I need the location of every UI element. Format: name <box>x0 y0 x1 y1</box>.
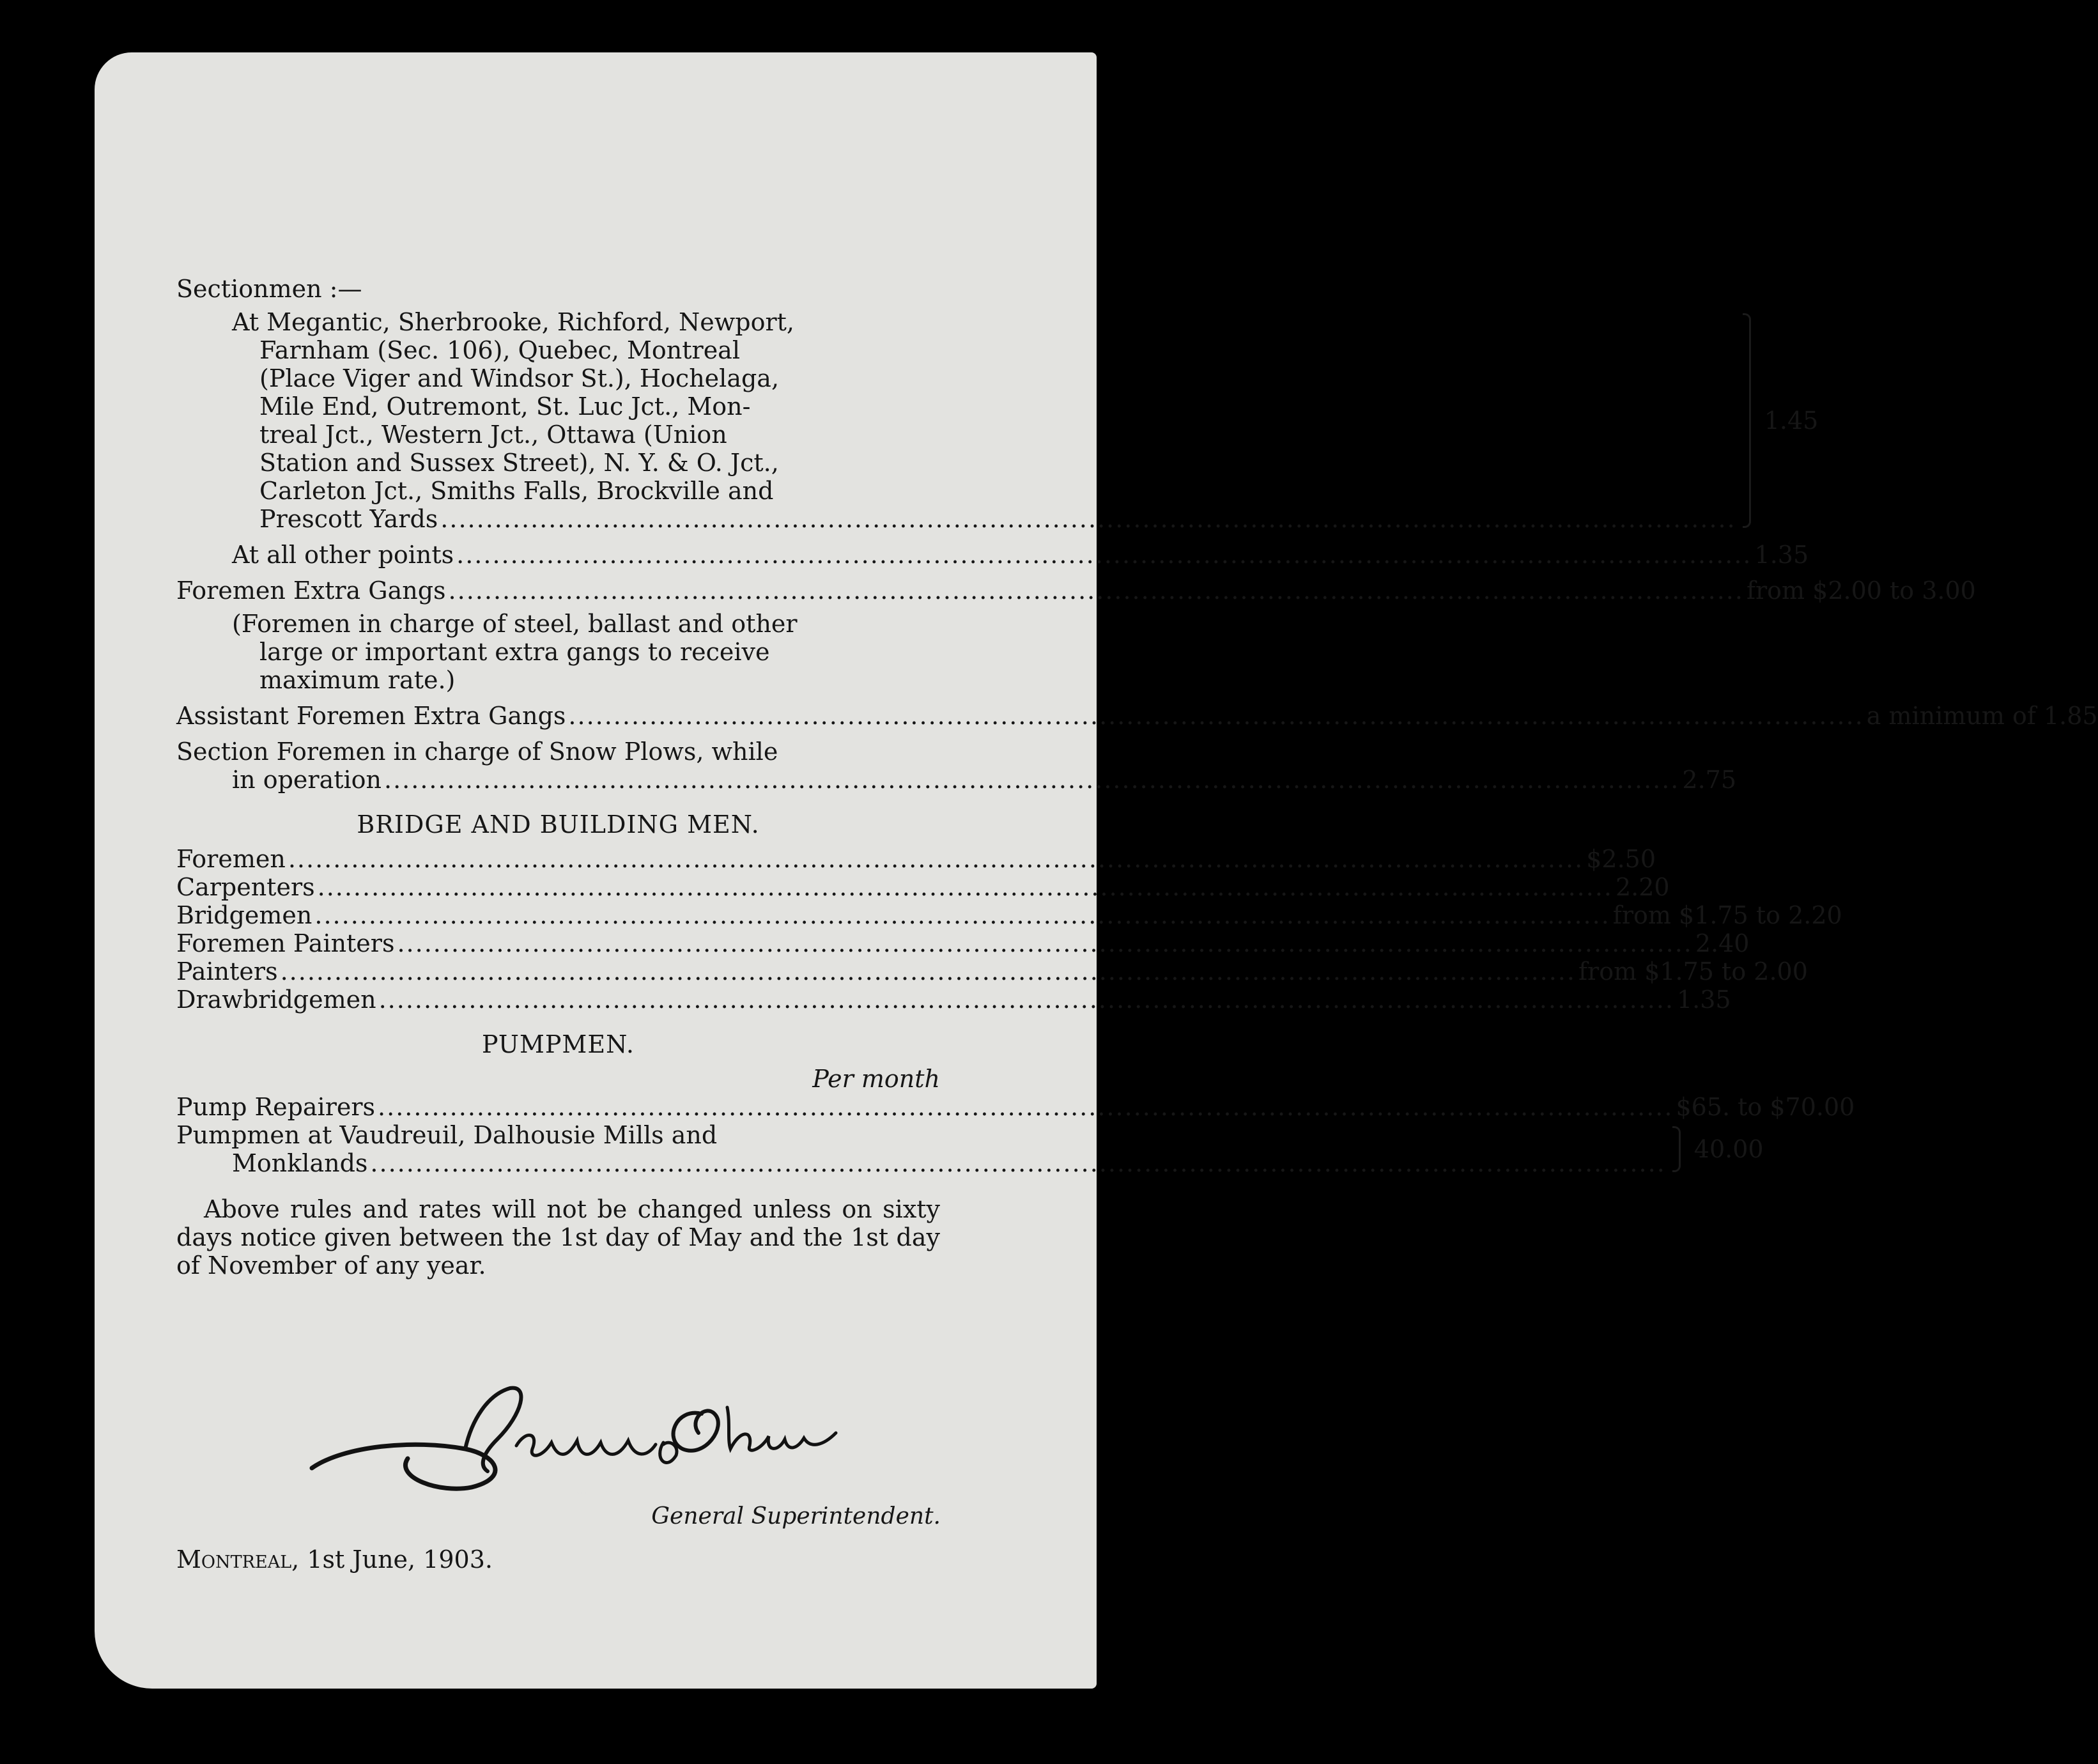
table-row <box>176 929 1750 957</box>
foremen-extra-rate: from $2.00 to 3.00 <box>1746 576 1976 605</box>
assistant-foremen-row <box>176 702 2098 730</box>
table-row <box>176 901 1842 929</box>
other-points-rate: 1.35 <box>1754 541 1809 569</box>
yards-last-line <box>232 505 1739 533</box>
date-text: 1st June, 1903. <box>307 1545 493 1574</box>
leader-dots <box>379 986 1674 1014</box>
row-rate: 1.35 <box>1676 986 1731 1014</box>
row-label: Drawbridgemen <box>176 986 376 1014</box>
snow-plows-rate: 2.75 <box>1682 766 1736 794</box>
sectionmen-yards-group <box>176 308 1819 533</box>
table-row <box>176 957 1808 986</box>
bridge-heading: BRIDGE AND BUILDING MEN. <box>357 810 760 839</box>
row-label: Foremen <box>176 845 286 873</box>
yards-line: Mile End, Outremont, St. Luc Jct., Mon- <box>259 392 751 421</box>
date-city: Montreal, <box>176 1545 300 1574</box>
yards-list <box>232 308 1739 533</box>
leader-dots <box>384 766 1679 794</box>
row-label: Bridgemen <box>176 901 312 929</box>
yards-line: Prescott Yards <box>259 505 438 533</box>
sectionmen-heading: Sectionmen :— <box>176 275 362 303</box>
table-row <box>176 986 1731 1014</box>
pumpmen-group <box>176 1121 1764 1177</box>
signature-graphic <box>305 1369 881 1497</box>
brace-symbol <box>1672 1121 1688 1177</box>
leader-dots <box>397 929 1692 957</box>
brace-symbol <box>1743 308 1758 533</box>
yards-line: Carleton Jct., Smiths Falls, Brockville and <box>259 477 774 505</box>
yards-line: Station and Sussex Street), N. Y. & O. Jct., <box>259 449 779 477</box>
row-rate: 2.40 <box>1695 929 1750 957</box>
note-line: large or important extra gangs to receive <box>259 638 770 666</box>
leader-dots <box>281 957 1576 986</box>
document-page <box>95 52 2098 1689</box>
pumpmen-last-line <box>176 1149 1669 1177</box>
leader-dots <box>449 576 1744 605</box>
row-rate: from $1.75 to 2.00 <box>1578 957 1808 986</box>
signature <box>305 1369 881 1499</box>
table-row <box>176 845 1656 873</box>
snow-plows-label-2: in operation <box>232 766 382 794</box>
leader-dots <box>568 702 1863 730</box>
pumpmen-rate: 40.00 <box>1693 1135 1764 1163</box>
yards-line: (Place Viger and Windsor St.), Hochelaga, <box>259 364 780 392</box>
yards-rate: 1.45 <box>1764 406 1819 435</box>
pump-repairers-rate: $65. to $70.00 <box>1676 1093 1855 1121</box>
signatory-title: General Superintendent. <box>651 1503 941 1529</box>
snow-plows-block <box>176 738 1736 794</box>
leader-dots <box>370 1149 1665 1177</box>
snow-plows-label-1: Section Foremen in charge of Snow Plows, while <box>176 738 778 766</box>
note-line: maximum rate.) <box>259 666 456 694</box>
pump-repairers-label: Pump Repairers <box>176 1093 376 1121</box>
other-points-label: At all other points <box>232 541 454 569</box>
bridge-table <box>176 845 1842 1014</box>
pumpmen-text <box>176 1121 1669 1177</box>
row-rate: $2.50 <box>1586 845 1656 873</box>
row-label: Carpenters <box>176 873 315 901</box>
yards-line: treal Jct., Western Jct., Ottawa (Union <box>259 421 727 449</box>
pump-repairers-row <box>176 1093 1855 1121</box>
note-line: (Foremen in charge of steel, ballast and other <box>232 610 798 638</box>
assistant-foremen-rate: a minimum of 1.85 <box>1866 702 2098 730</box>
notice-paragraph: Above rules and rates will not be changed unless on sixty days notice given between the 1st day of May and the 1st day of November of any year. <box>176 1195 940 1280</box>
foremen-extra-label: Foremen Extra Gangs <box>176 576 446 605</box>
pumpmen-line: Monklands <box>232 1149 368 1177</box>
pumpmen-heading: PUMPMEN. <box>482 1030 635 1058</box>
foremen-extra-row <box>176 576 1976 605</box>
signature-text: James Osborne <box>574 1489 623 1496</box>
per-month-label: Per month <box>812 1065 940 1093</box>
leader-dots <box>456 541 1752 569</box>
leader-dots <box>314 901 1610 929</box>
dateline <box>176 1545 493 1574</box>
table-row <box>176 873 1670 901</box>
leader-dots <box>378 1093 1673 1121</box>
row-rate: 2.20 <box>1616 873 1670 901</box>
assistant-foremen-label: Assistant Foremen Extra Gangs <box>176 702 566 730</box>
foremen-note <box>176 610 940 694</box>
leader-dots <box>318 873 1613 901</box>
other-points-row <box>176 541 1809 569</box>
yards-line: At Megantic, Sherbrooke, Richford, Newport, <box>232 308 795 336</box>
yards-line: Farnham (Sec. 106), Quebec, Montreal <box>259 336 740 364</box>
snow-plows-row <box>176 766 1736 794</box>
rate-schedule <box>176 275 2098 1280</box>
pumpmen-line: Pumpmen at Vaudreuil, Dalhousie Mills and <box>176 1121 718 1149</box>
row-label: Painters <box>176 957 278 986</box>
leader-dots <box>288 845 1584 873</box>
row-label: Foremen Painters <box>176 929 395 957</box>
leader-dots <box>440 505 1736 533</box>
row-rate: from $1.75 to 2.20 <box>1612 901 1842 929</box>
